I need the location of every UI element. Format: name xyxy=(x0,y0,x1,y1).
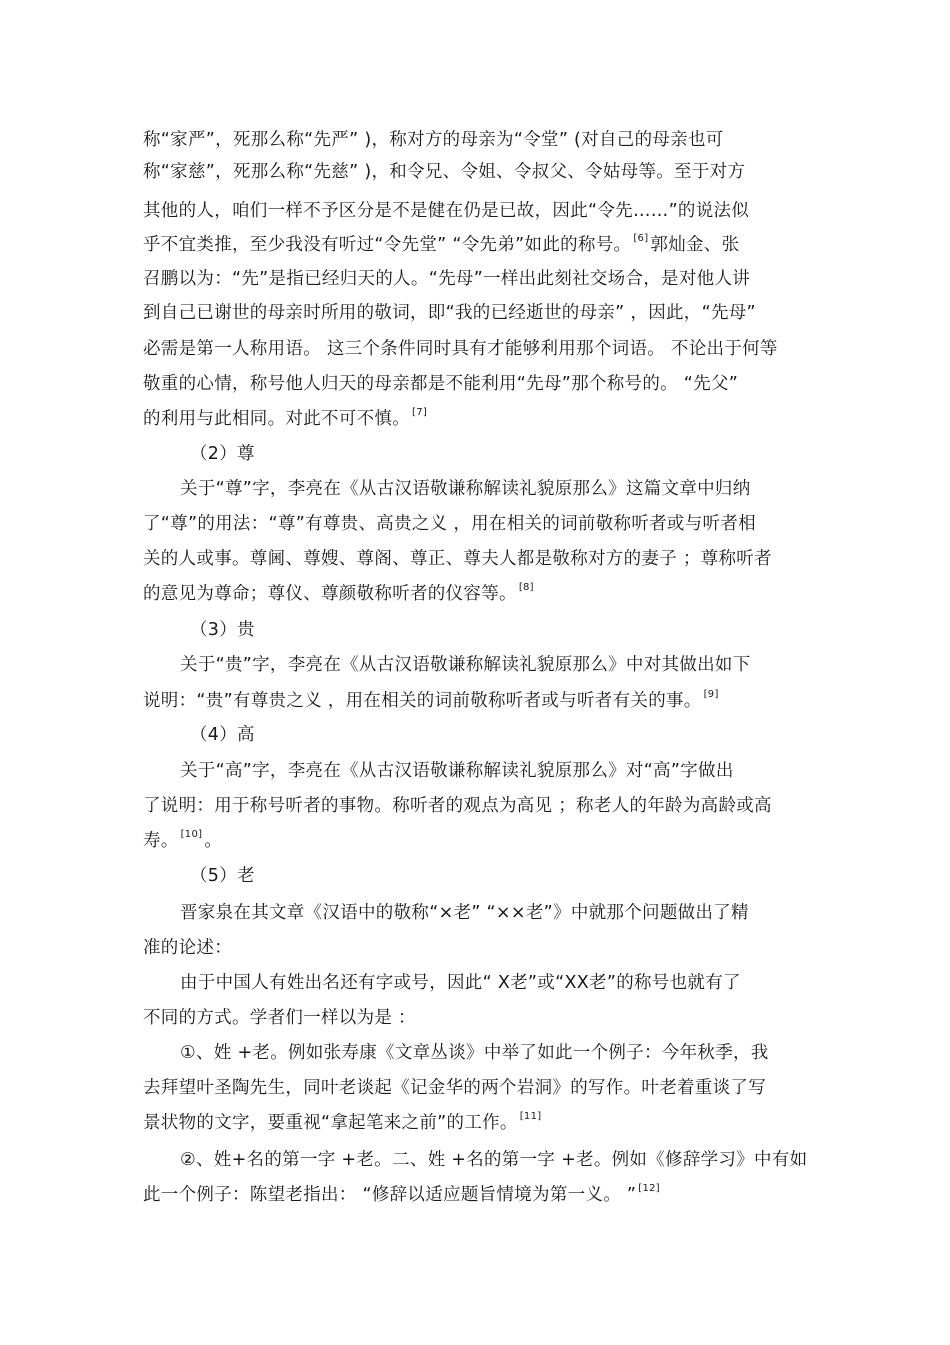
text-line: 关于“尊”字，李亮在《从古汉语敬谦称解读礼貌原那么》这篇文章中归纳 xyxy=(180,479,751,499)
text-line: 了“尊”的用法：“尊”有尊贵、高贵之义 ，用在相关的词前敬称听者或与听者相 xyxy=(143,514,756,534)
text-line: 的意见为尊命；尊仪、尊颜敬称听者的仪容等。 [8] xyxy=(143,582,534,604)
text-line: 不同的方式。学者们一样以为是 ： xyxy=(143,1008,416,1028)
text-line: 去拜望叶圣陶先生，同叶老谈起《记金华的两个岩洞》的写作。叶老着重谈了写 xyxy=(143,1078,766,1098)
citation-ref: [11] xyxy=(519,1111,542,1122)
text-line: 了说明：用于称号听者的事物。称听者的观点为高见 ；称老人的年龄为高龄或高 xyxy=(143,796,772,816)
section-heading: （5）老 xyxy=(190,866,255,886)
text-line: 召鹏以为：“先”是指已经归天的人。“先母”一样出此刻社交场合，是对他人讲 xyxy=(143,269,751,289)
citation-ref: [9] xyxy=(703,689,719,700)
list-item: ②、姓+名的第一字 +老。二、姓 +名的第一字 +老。例如《修辞学习》中有如 xyxy=(180,1150,808,1170)
text-line: 敬重的心情，称号他人归天的母亲都是不能利用“先母”那个称号的。 “先父” xyxy=(143,374,739,394)
section-heading: （3）贵 xyxy=(190,620,255,640)
text-line: 关的人或事。尊阃、尊嫂、尊阁、尊正、尊夫人都是敬称对方的妻子 ；尊称听者 xyxy=(143,549,772,569)
text-line: 准的论述： xyxy=(143,938,232,958)
text-line: 此一个例子：陈望老指出： “修辞以适应题旨情境为第一义。 ” [12] xyxy=(143,1183,660,1205)
text-line: 关于“高”字，李亮在《从古汉语敬谦称解读礼貌原那么》对“高”字做出 xyxy=(180,761,734,781)
text-line: 关于“贵”字，李亮在《从古汉语敬谦称解读礼貌原那么》中对其做出如下 xyxy=(180,655,751,675)
text-line: 乎不宜类推，至少我没有听过“令先堂” “令先弟”如此的称号。 [6] 郭灿金、张 xyxy=(143,233,740,255)
text-line: 到自己已谢世的母亲时所用的敬词，即“我的已经逝世的母亲” ，因此，“先母” xyxy=(143,303,756,323)
text-line: 必需是第一人称用语。 这三个条件同时具有才能够利用那个词语。 不论出于何等 xyxy=(143,339,778,359)
section-heading: （4）高 xyxy=(190,725,255,745)
text-line: 其他的人，咱们一样不予区分是不是健在仍是已故，因此“令先……”的说法似 xyxy=(143,201,750,221)
list-item: ①、姓 +老。例如张寿康《文章丛谈》中举了如此一个例子：今年秋季，我 xyxy=(180,1043,769,1063)
text-line: 的利用与此相同。对此不可不慎。 [7] xyxy=(143,407,428,429)
citation-ref: [7] xyxy=(412,407,428,418)
section-heading: （2）尊 xyxy=(190,444,255,464)
text-line: 寿。 [10] 。 xyxy=(143,829,223,851)
text-line: 由于中国人有姓出名还有字或号，因此“ X老”或“XX老”的称号也就有了 xyxy=(180,973,741,993)
text-line: 称“家严”，死那么称“先严” )，称对方的母亲为“令堂” (对自己的母亲也可 xyxy=(143,130,724,150)
citation-ref: [8] xyxy=(518,582,534,593)
text-line: 晋家泉在其文章《汉语中的敬称“×老” “××老”》中就那个问题做出了精 xyxy=(180,903,749,923)
citation-ref: [10] xyxy=(180,829,203,840)
text-line: 景状物的文字，要重视“拿起笔来之前”的工作。 [11] xyxy=(143,1111,542,1133)
text-line: 说明：“贵”有尊贵之义 ，用在相关的词前敬称听者或与听者有关的事。 [9] xyxy=(143,689,719,711)
citation-ref: [6] xyxy=(633,233,649,244)
text-line: 称“家慈”，死那么称“先慈” )，和令兄、令姐、令叔父、令姑母等。至于对方 xyxy=(143,162,746,182)
citation-ref: [12] xyxy=(638,1183,660,1194)
